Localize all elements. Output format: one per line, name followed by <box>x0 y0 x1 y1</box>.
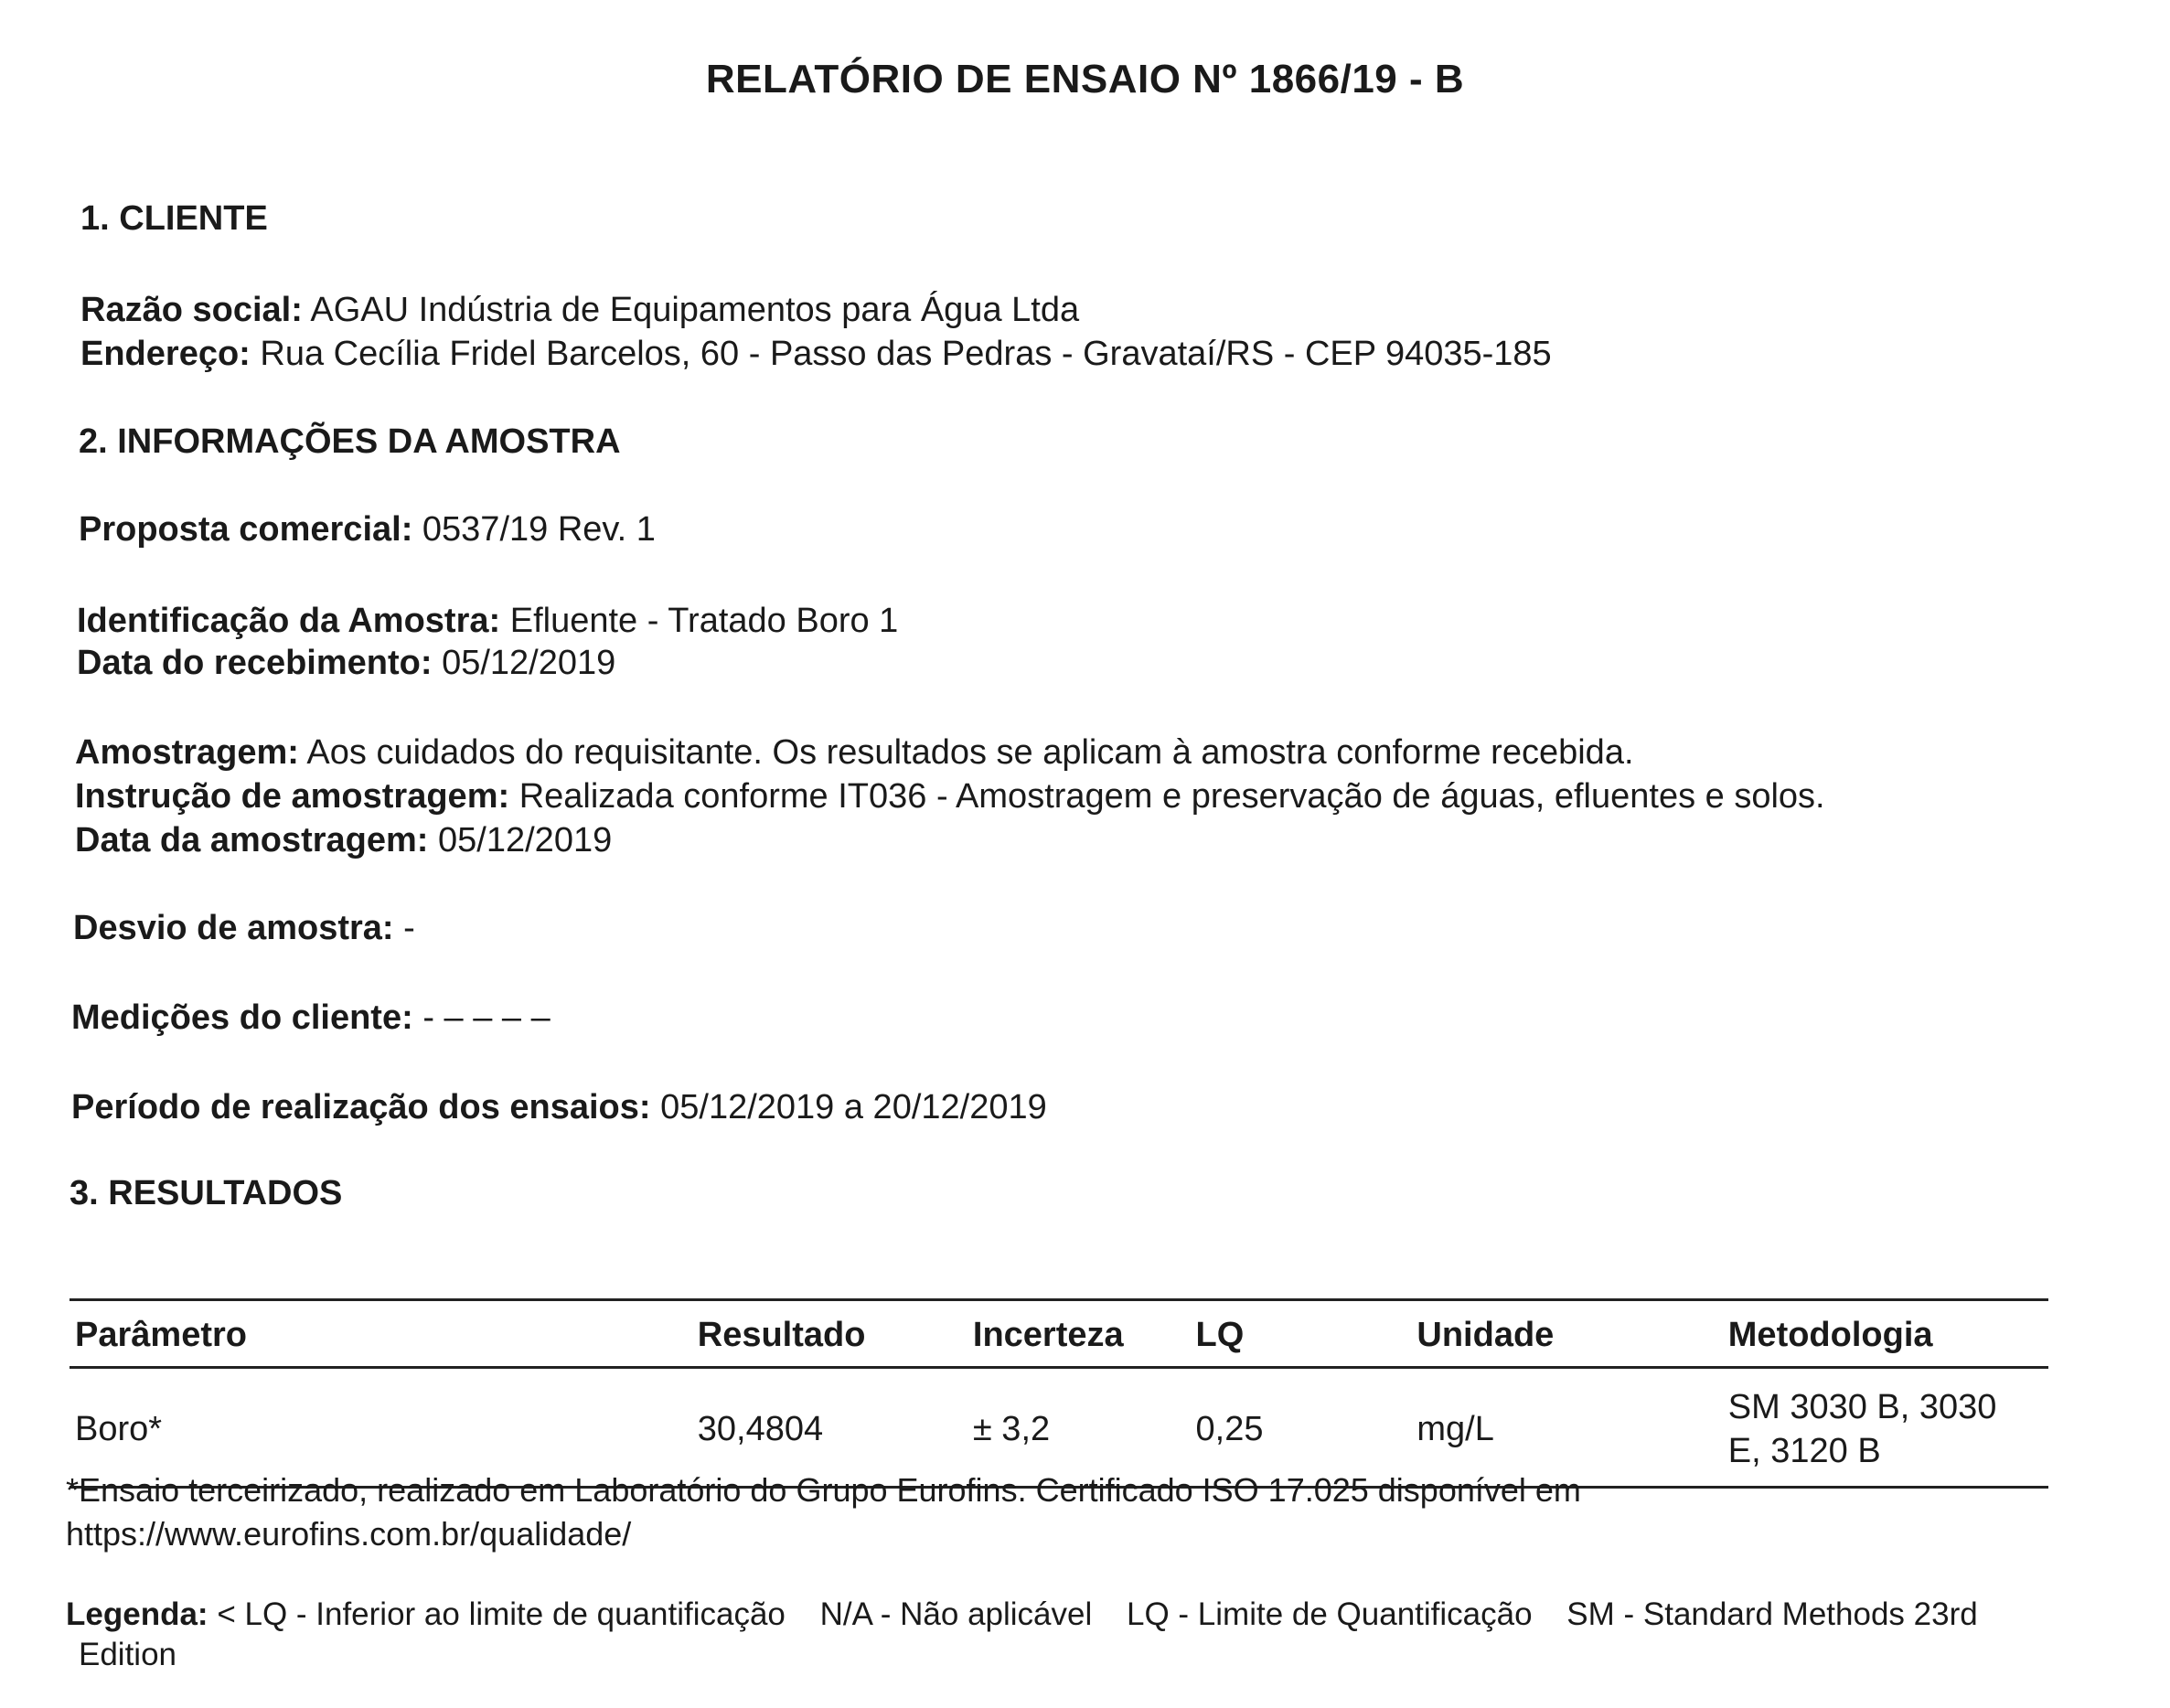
razao-social-label: Razão social: <box>80 291 303 329</box>
medicoes-line <box>71 998 551 1038</box>
instrucao-line <box>75 777 1825 817</box>
desvio-label: Desvio de amostra: <box>73 909 394 947</box>
footnote-url[interactable]: https://www.eurofins.com.br/qualidade/ <box>66 1515 632 1553</box>
instrucao-value: Realizada conforme IT036 - Amostragem e preservação de águas, efluentes e solos. <box>518 777 1825 816</box>
data-amostragem-value: 05/12/2019 <box>438 821 613 859</box>
legend-item-lq-limite: LQ - Limite de Quantificação <box>1127 1596 1533 1632</box>
results-footnote <box>66 1468 1895 1556</box>
header-lq: LQ <box>1191 1300 1412 1368</box>
section-heading-informacoes: 2. INFORMAÇÕES DA AMOSTRA <box>79 422 621 461</box>
section-heading-resultados: 3. RESULTADOS <box>69 1174 343 1212</box>
identificacao-label: Identificação da Amostra: <box>77 602 501 640</box>
metodologia-line-2: E, 3120 B <box>1727 1432 1881 1470</box>
amostragem-label: Amostragem: <box>75 733 299 772</box>
instrucao-label: Instrução de amostragem: <box>75 777 510 816</box>
legend-line-2: Edition <box>79 1637 177 1672</box>
footnote-line-1: *Ensaio terceirizado, realizado em Laboratório do Grupo Eurofins. Certificado ISO 17.025 disponível em <box>66 1471 1581 1509</box>
endereco-value: Rua Cecília Fridel Barcelos, 60 - Passo das Pedras - Gravataí/RS - CEP 94035-185 <box>260 335 1552 373</box>
recebimento-label: Data do recebimento: <box>77 644 433 682</box>
legend-item-na: N/A - Não aplicável <box>819 1596 1093 1632</box>
legend-label: Legenda: <box>66 1596 208 1632</box>
medicoes-value: - – – – – <box>422 998 551 1037</box>
desvio-value: - <box>403 909 415 947</box>
periodo-line <box>71 1088 1047 1127</box>
report-title: RELATÓRIO DE ENSAIO Nº 1866/19 - B <box>705 57 1465 101</box>
cell-incerteza: ± 3,2 <box>967 1368 1191 1488</box>
endereco-line <box>80 335 1552 374</box>
razao-social-line <box>80 291 1079 330</box>
legend-item-lq-inferior: < LQ - Inferior ao limite de quantificação <box>217 1596 786 1632</box>
data-amostragem-line <box>75 821 612 860</box>
identificacao-line <box>77 602 898 641</box>
results-header-row <box>69 1300 2048 1368</box>
cell-parametro: Boro* <box>69 1368 692 1488</box>
header-metodologia: Metodologia <box>1723 1300 2048 1368</box>
razao-social-value: AGAU Indústria de Equipamentos para Água Ltda <box>310 291 1080 329</box>
identificacao-value: Efluente - Tratado Boro 1 <box>509 602 899 640</box>
proposta-line <box>79 510 656 550</box>
recebimento-line <box>77 644 615 683</box>
header-unidade: Unidade <box>1411 1300 1722 1368</box>
data-amostragem-label: Data da amostragem: <box>75 821 429 859</box>
cell-resultado: 30,4804 <box>692 1368 967 1488</box>
periodo-value: 05/12/2019 a 20/12/2019 <box>660 1088 1047 1126</box>
header-parametro: Parâmetro <box>69 1300 692 1368</box>
amostragem-value: Aos cuidados do requisitante. Os resultados se aplicam à amostra conforme recebida. <box>306 733 1634 772</box>
periodo-label: Período de realização dos ensaios: <box>71 1088 651 1126</box>
recebimento-value: 05/12/2019 <box>442 644 616 682</box>
desvio-line <box>73 909 415 948</box>
medicoes-label: Medições do cliente: <box>71 998 413 1037</box>
legend-line-1 <box>66 1595 2059 1635</box>
header-incerteza: Incerteza <box>967 1300 1191 1368</box>
proposta-value: 0537/19 Rev. 1 <box>422 510 656 549</box>
legend-item-sm: SM - Standard Methods 23rd <box>1566 1596 1978 1632</box>
endereco-label: Endereço: <box>80 335 251 373</box>
header-resultado: Resultado <box>692 1300 967 1368</box>
proposta-label: Proposta comercial: <box>79 510 413 549</box>
metodologia-line-1: SM 3030 B, 3030 <box>1727 1388 1997 1426</box>
section-heading-cliente: 1. CLIENTE <box>80 199 268 238</box>
amostragem-line <box>75 733 1634 773</box>
cell-lq: 0,25 <box>1191 1368 1412 1488</box>
results-table <box>69 1298 2048 1489</box>
legend <box>66 1595 2059 1675</box>
cell-unidade: mg/L <box>1411 1368 1722 1488</box>
